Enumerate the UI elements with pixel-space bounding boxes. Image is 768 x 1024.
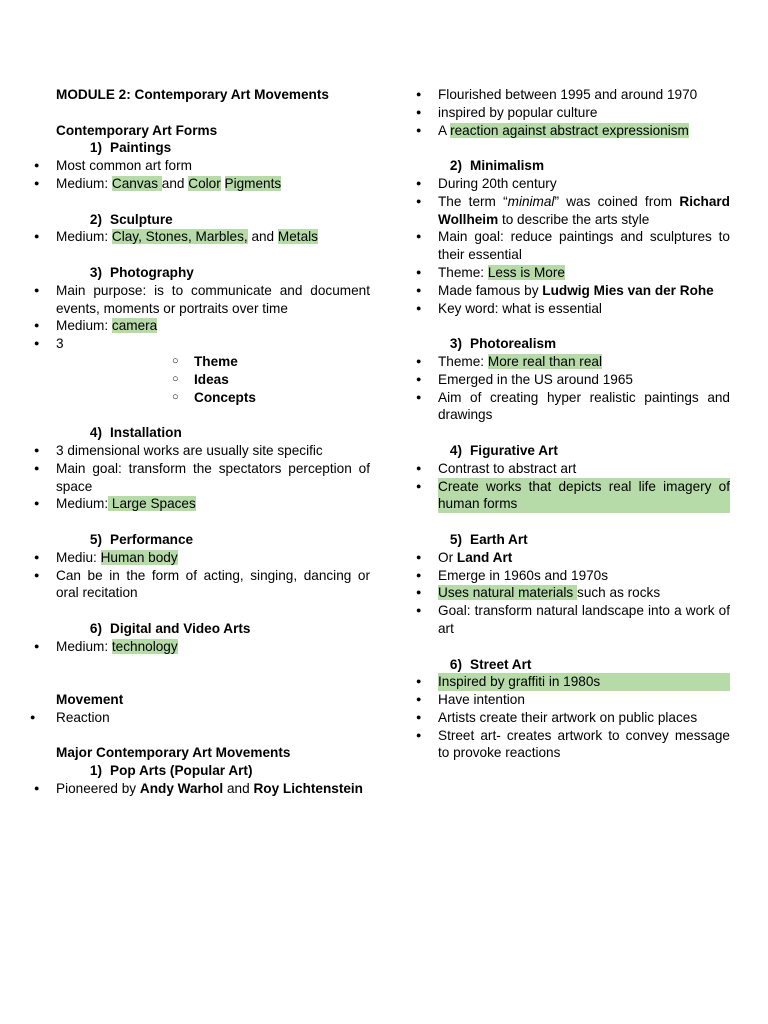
list-item: ● Medium: camera	[56, 317, 370, 335]
right-column	[438, 86, 730, 762]
highlight: Large Spaces	[108, 496, 196, 512]
performance-heading	[56, 531, 370, 549]
photography-heading	[56, 264, 370, 282]
sub-item-concepts: ○ Concepts	[194, 389, 370, 407]
earth-title: Earth Art	[470, 531, 528, 547]
photography-list	[56, 282, 370, 353]
minimalism-number: 2)	[449, 158, 462, 174]
list-item: ● 3	[56, 335, 370, 353]
list-item: ● Flourished between 1995 and around 1970	[438, 86, 730, 104]
list-item: ● Or Land Art	[438, 549, 730, 567]
figurative-heading	[438, 442, 730, 460]
pop-title: Pop Arts (Popular Art)	[110, 763, 253, 779]
performance-list	[56, 549, 370, 602]
list-item: ● Goal: transform natural landscape into a work of art	[438, 602, 730, 638]
photography-number: 3)	[89, 264, 102, 280]
digital-title: Digital and Video Arts	[110, 620, 251, 636]
list-item: ● Mediu: Human body	[56, 549, 370, 567]
street-title: Street Art	[470, 656, 532, 672]
highlight: Metals	[277, 229, 318, 245]
figurative-number: 4)	[449, 442, 462, 458]
performance-number: 5)	[89, 531, 102, 547]
sculpture-list	[56, 228, 370, 246]
list-item: ● Emerged in the US around 1965	[438, 371, 730, 389]
sculpture-title: Sculpture	[110, 211, 173, 227]
list-item: ● During 20th century	[438, 175, 730, 193]
list-item: ● Theme: More real than real	[438, 353, 730, 371]
installation-title: Installation	[110, 425, 182, 441]
highlight: Less is More	[487, 264, 565, 280]
list-item: ● Reaction	[56, 709, 370, 727]
list-item: ● Aim of creating hyper realistic paintings and drawings	[438, 389, 730, 425]
list-item: ● Have intention	[438, 691, 730, 709]
list-item: ● Create works that depicts real life imagery of human forms	[438, 478, 730, 514]
performance-title: Performance	[110, 531, 194, 547]
sculpture-heading	[56, 211, 370, 229]
highlight: Human body	[100, 549, 178, 565]
photography-title: Photography	[110, 264, 194, 280]
photorealism-number: 3)	[449, 336, 462, 352]
highlight: camera	[111, 318, 158, 334]
photorealism-heading	[438, 335, 730, 353]
list-item: ● Emerge in 1960s and 1970s	[438, 567, 730, 585]
list-item: ● Street art- creates artwork to convey message to provoke reactions	[438, 727, 730, 763]
photorealism-title: Photorealism	[470, 336, 557, 352]
pop-list	[56, 780, 370, 798]
digital-number: 6)	[89, 620, 102, 636]
figurative-title: Figurative Art	[470, 442, 558, 458]
installation-heading	[56, 424, 370, 442]
list-item: ● Made famous by Ludwig Mies van der Rohe	[438, 282, 730, 300]
list-item: ● A reaction against abstract expressionism	[438, 122, 730, 140]
list-item: ● Inspired by graffiti in 1980s	[438, 673, 730, 691]
list-item: ● Medium: Canvas and Color Pigments	[56, 175, 370, 193]
earth-heading	[438, 531, 730, 549]
street-list	[438, 673, 730, 762]
highlight: More real than real	[487, 353, 602, 369]
earth-list	[438, 549, 730, 638]
highlight: Clay, Stones, Marbles,	[111, 229, 248, 245]
highlight: technology	[111, 638, 178, 654]
highlight: Canvas	[111, 175, 162, 191]
installation-list	[56, 442, 370, 513]
sub-item-ideas: ○ Ideas	[194, 371, 370, 389]
list-item: ● Uses natural materials such as rocks	[438, 584, 730, 602]
minimalism-title: Minimalism	[470, 158, 545, 174]
list-item: ● Pioneered by Andy Warhol and Roy Lichtenstein	[56, 780, 370, 798]
minimalism-list	[438, 175, 730, 317]
photography-sublist	[56, 353, 370, 406]
paintings-list	[56, 157, 370, 193]
module-title: MODULE 2: Contemporary Art Movements	[56, 87, 329, 102]
major-title: Major Contemporary Art Movements	[56, 745, 291, 761]
figurative-list	[438, 460, 730, 513]
highlight: Pigments	[224, 175, 282, 191]
list-item: ● Medium: Clay, Stones, Marbles, and Metals	[56, 228, 370, 246]
list-item: ● Main purpose: is to communicate and document events, moments or portraits over time	[56, 282, 370, 318]
list-item: ● Artists create their artwork on public places	[438, 709, 730, 727]
left-column	[56, 86, 370, 798]
list-item: ● Medium: Large Spaces	[56, 495, 370, 513]
pop-heading	[56, 762, 370, 780]
list-item: ● inspired by popular culture	[438, 104, 730, 122]
list-item: ● Contrast to abstract art	[438, 460, 730, 478]
list-item: ● Key word: what is essential	[438, 300, 730, 318]
list-item: ● Main goal: reduce paintings and sculptures to their essential	[438, 228, 730, 264]
sculpture-number: 2)	[89, 211, 102, 227]
paintings-number: 1)	[89, 140, 102, 156]
photorealism-list	[438, 353, 730, 424]
installation-number: 4)	[89, 425, 102, 441]
pop-number: 1)	[89, 763, 102, 779]
paintings-title: Paintings	[110, 140, 172, 156]
minimalism-heading	[438, 157, 730, 175]
forms-title: Contemporary Art Forms	[56, 122, 218, 138]
movement-list	[56, 709, 370, 727]
street-number: 6)	[449, 656, 462, 672]
highlight: reaction against abstract expressionism	[450, 122, 689, 138]
highlight: Color	[188, 175, 221, 191]
list-item: ● Can be in the form of acting, singing, dancing or oral recitation	[56, 567, 370, 603]
pop-continued-list	[438, 86, 730, 139]
street-heading	[438, 656, 730, 674]
list-item: ● 3 dimensional works are usually site specific	[56, 442, 370, 460]
list-item: ● Main goal: transform the spectators perception of space	[56, 460, 370, 496]
movement-title: Movement	[56, 692, 124, 708]
digital-heading	[56, 620, 370, 638]
list-item: ● Theme: Less is More	[438, 264, 730, 282]
earth-number: 5)	[449, 531, 462, 547]
highlight: Uses natural materials	[438, 585, 578, 601]
paintings-heading	[56, 139, 370, 157]
list-item: ● Most common art form	[56, 157, 370, 175]
digital-list	[56, 638, 370, 656]
list-item: ● The term “minimal” was coined from Richard Wollheim to describe the arts style	[438, 193, 730, 229]
sub-item-theme: ○ Theme	[194, 353, 370, 371]
list-item: ● Medium: technology	[56, 638, 370, 656]
